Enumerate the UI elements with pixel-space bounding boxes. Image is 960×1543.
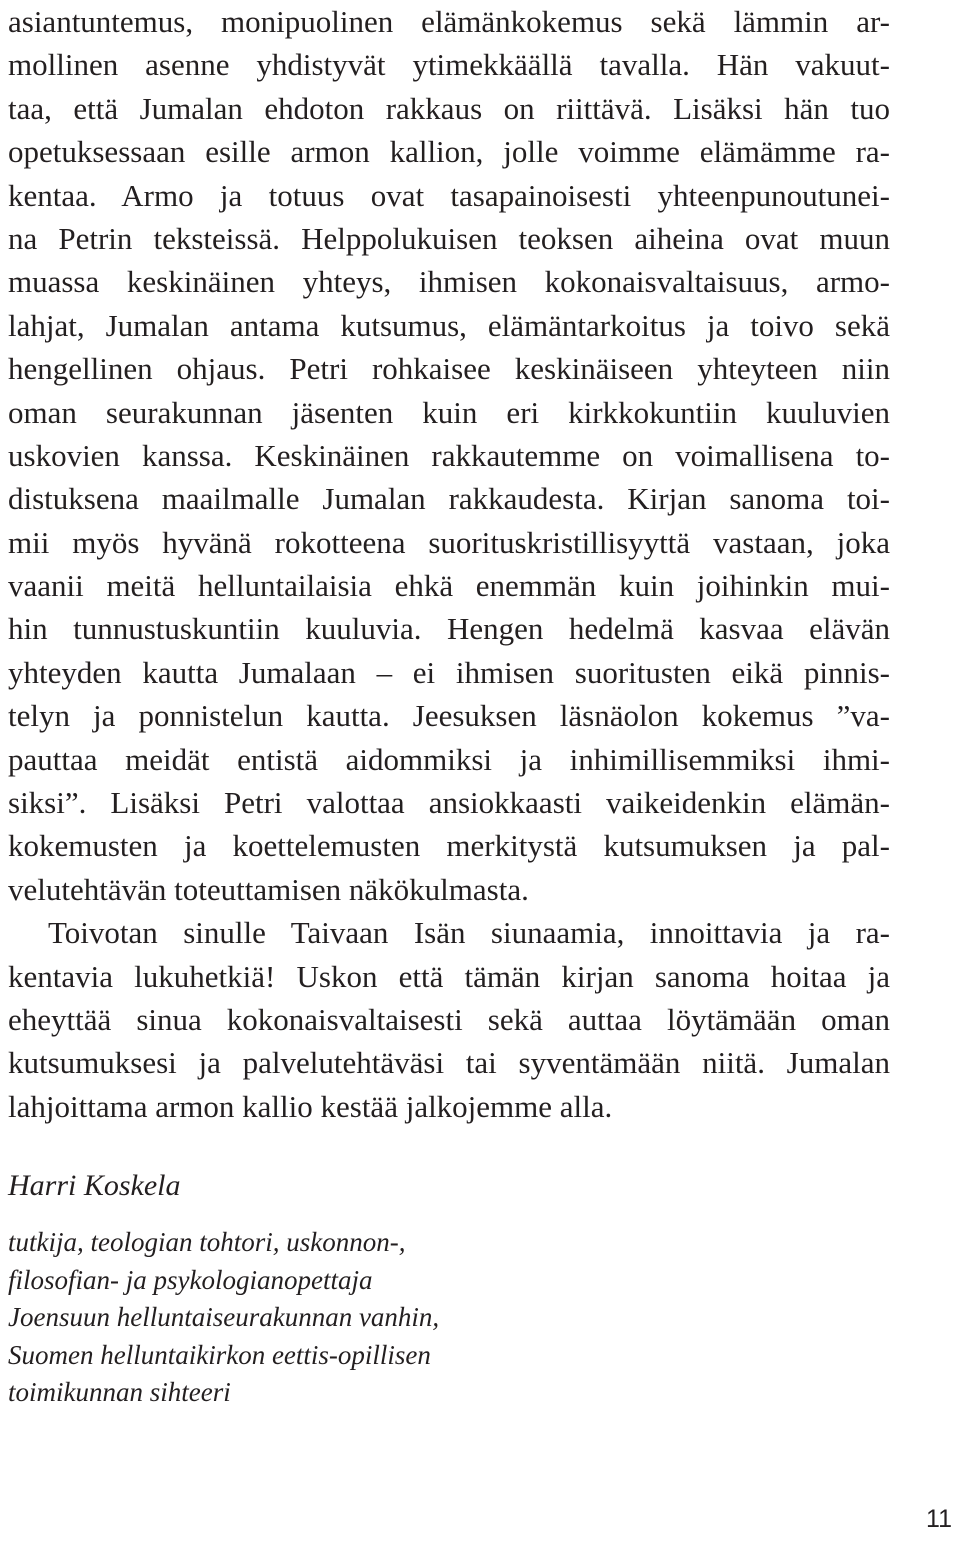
text-line: siksi”. Lisäksi Petri valottaa ansiokkaasti vaikeidenkin elämän- [8, 785, 890, 821]
text-line: oman seurakunnan jäsenten kuin eri kirkkokuntiin kuuluvien [8, 394, 890, 430]
text-line: vaanii meitä helluntailaisia ehkä enemmän kuin joihinkin mui- [8, 568, 890, 604]
text-line: muassa keskinäinen yhteys, ihmisen kokonaisvaltaisuus, armo- [8, 264, 890, 300]
text-line: asiantuntemus, monipuolinen elämänkokemus sekä lämmin ar- [8, 4, 890, 39]
credential-line: Joensuun helluntaiseurakunnan vanhin, [8, 1302, 440, 1332]
credential-line: toimikunnan sihteeri [8, 1377, 231, 1407]
text-line: yhteyden kautta Jumalaan – ei ihmisen suoritusten eikä pinnis- [8, 654, 890, 690]
author-credentials [8, 1224, 439, 1412]
credential-line: Suomen helluntaikirkon eettis-opillisen [8, 1339, 431, 1370]
text-line: hin tunnustuskuntiin kuuluvia. Hengen hedelmä kasvaa elävän [8, 611, 890, 647]
page-number: 11 [926, 1505, 952, 1533]
text-line: na Petrin teksteissä. Helppolukuisen teoksen aiheina ovat muun [8, 220, 890, 256]
text-line: pauttaa meidät entistä aidommiksi ja inhimillisemmiksi ihmi- [8, 741, 890, 777]
author-signature: Harri Koskela [8, 1169, 181, 1202]
text-line: lahjoittama armon kallio kestää jalkojemme alla. [8, 1088, 613, 1124]
book-page [8, 0, 956, 1543]
text-line: Toivotan sinulle Taivaan Isän siunaamia, innoittavia ja ra- [48, 915, 890, 951]
text-line: distuksena maailmalle Jumalan rakkaudesta. Kirjan sanoma toi- [8, 481, 890, 517]
paragraph-2 [8, 911, 890, 1128]
body-text [8, 0, 890, 1128]
text-line: telyn ja ponnistelun kautta. Jeesuksen läsnäolon kokemus ”va- [8, 698, 890, 734]
paragraph-1 [8, 0, 890, 911]
text-line: kokemusten ja koettelemusten merkitystä kutsumuksen ja pal- [8, 828, 890, 864]
text-line: eheyttää sinua kokonaisvaltaisesti sekä auttaa löytämään oman [8, 1001, 890, 1037]
text-line: lahjat, Jumalan antama kutsumus, elämäntarkoitus ja toivo sekä [8, 307, 890, 343]
text-line: uskovien kanssa. Keskinäinen rakkautemme on voimallisena to- [8, 437, 890, 473]
text-line: velutehtävän toteuttamisen näkökulmasta. [8, 871, 529, 907]
text-line: mollinen asenne yhdistyvät ytimekkäällä tavalla. Hän vakuut- [8, 47, 890, 83]
text-line: mii myös hyvänä rokotteena suorituskristillisyyttä vastaan, joka [8, 524, 890, 560]
credential-line: filosofian- ja psykologianopettaja [8, 1264, 373, 1295]
text-line: kentaa. Armo ja totuus ovat tasapainoisesti yhteenpunoutunei- [8, 177, 890, 213]
text-line: kentavia lukuhetkiä! Uskon että tämän kirjan sanoma hoitaa ja [8, 958, 890, 994]
credential-line: tutkija, teologian tohtori, uskonnon-, [8, 1227, 406, 1257]
text-line: opetuksessaan esille armon kallion, jolle voimme elämämme ra- [8, 134, 890, 170]
text-line: kutsumuksesi ja palvelutehtäväsi tai syventämään niitä. Jumalan [8, 1045, 890, 1081]
text-line: taa, että Jumalan ehdoton rakkaus on riittävä. Lisäksi hän tuo [8, 90, 890, 126]
text-line: hengellinen ohjaus. Petri rohkaisee keskinäiseen yhteyteen niin [8, 351, 890, 387]
